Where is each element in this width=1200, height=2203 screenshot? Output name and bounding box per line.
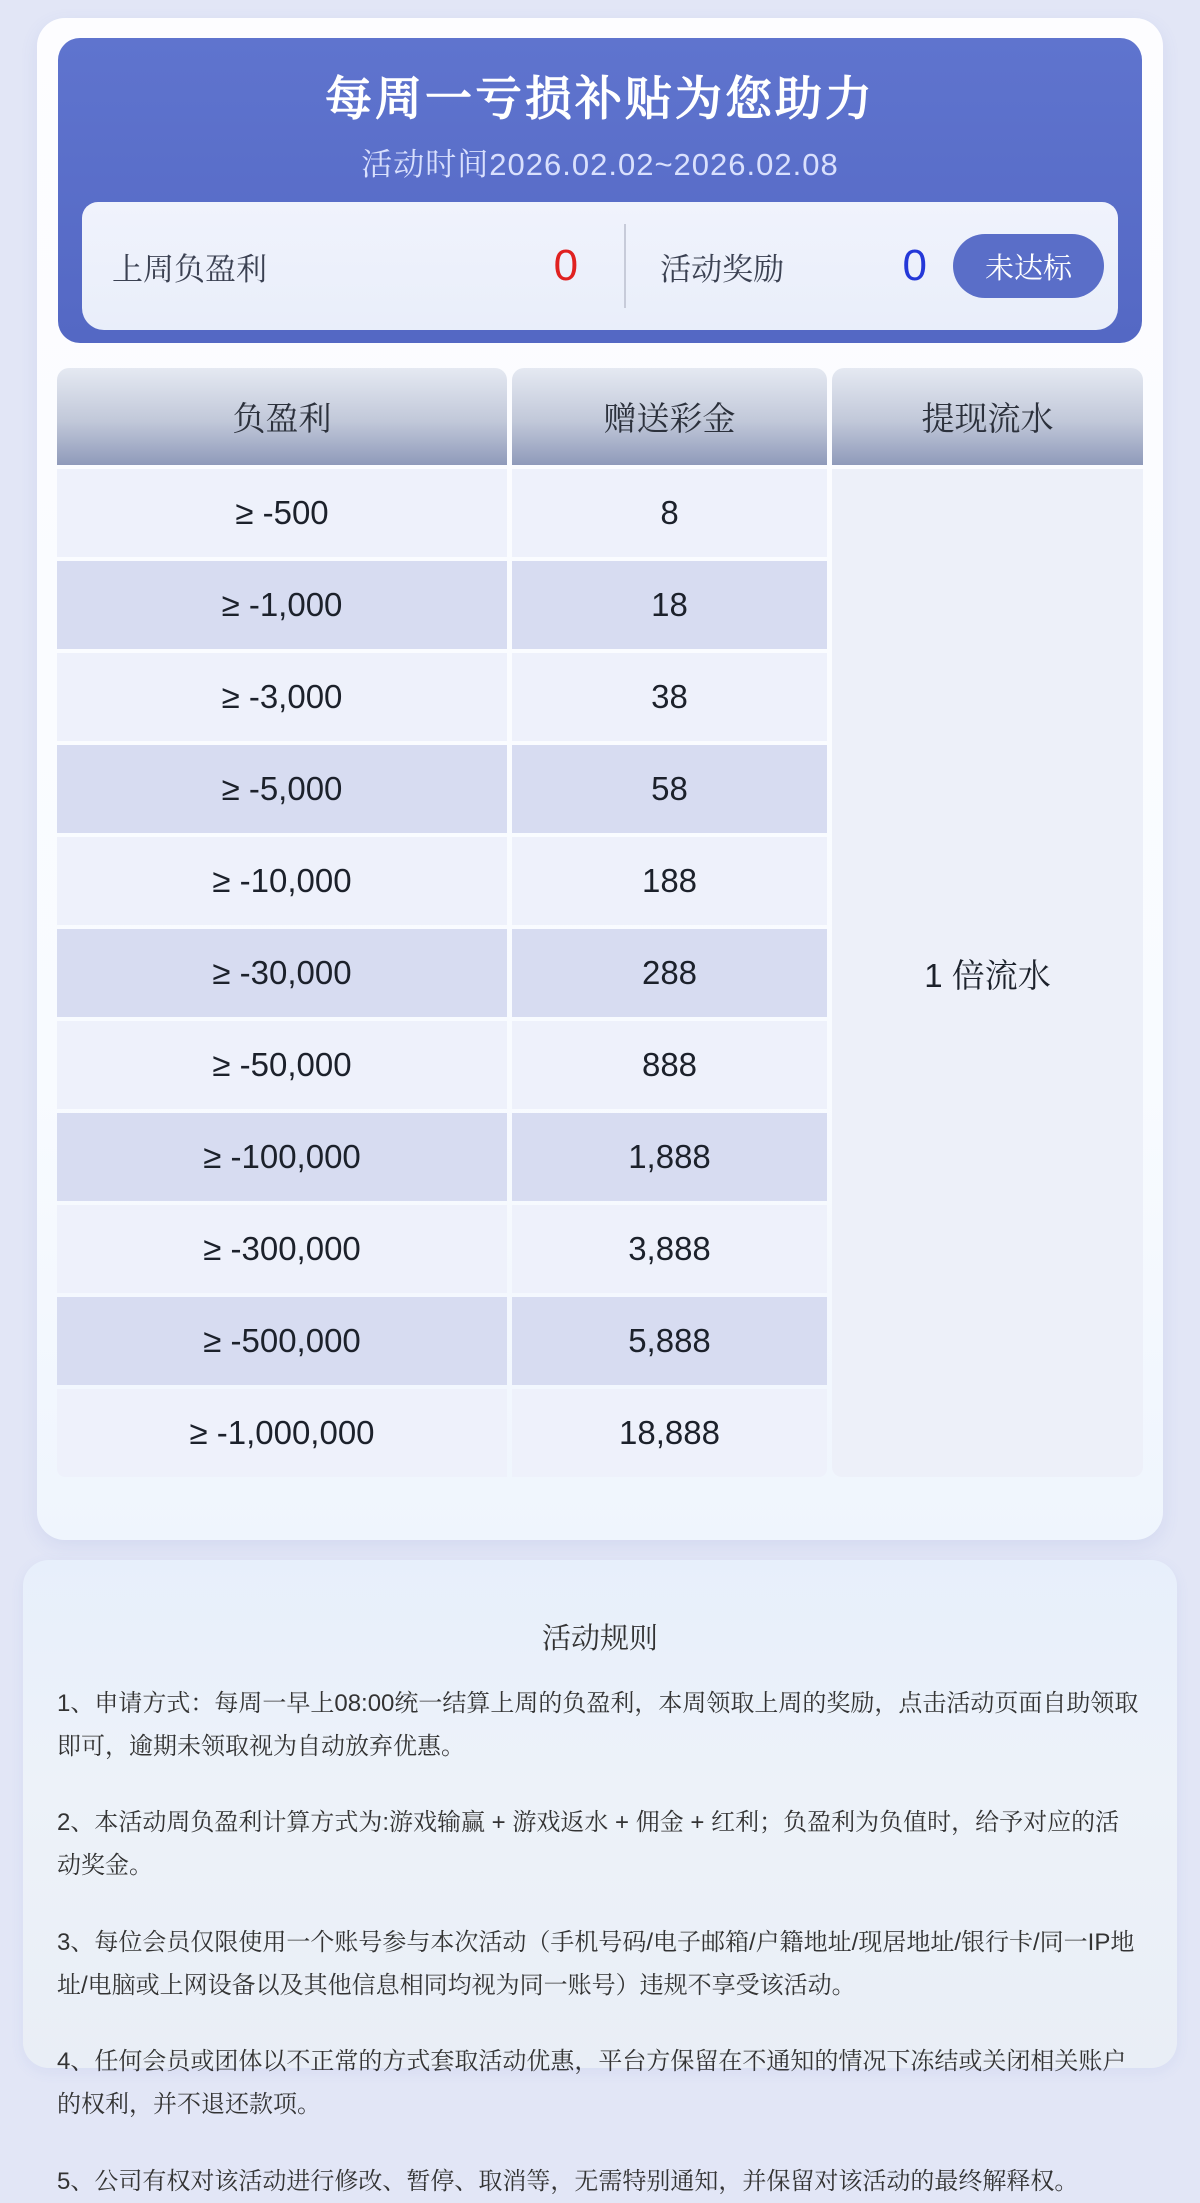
reward-label: 活动奖励 bbox=[660, 251, 785, 287]
turnover-cell: 1 倍流水 bbox=[832, 469, 1143, 1477]
table-cell-bonus: 5,888 bbox=[512, 1297, 827, 1385]
column-header-bonus: 赠送彩金 bbox=[512, 368, 827, 465]
column-header-loss: 负盈利 bbox=[57, 368, 507, 465]
reward-stat bbox=[626, 202, 1118, 330]
rule-item: 3、每位会员仅限使用一个账号参与本次活动（手机号码/电子邮箱/户籍地址/现居地址/银行卡/同一IP地址/电脑或上网设备以及其他信息相同均视为同一账号）违规不享受该活动。 bbox=[57, 1928, 1135, 1999]
table-cell-bonus: 18,888 bbox=[512, 1389, 827, 1477]
table-cell-bonus: 1,888 bbox=[512, 1113, 827, 1201]
table-cell-bonus: 3,888 bbox=[512, 1205, 827, 1293]
table-cell-threshold: ≥ -10,000 bbox=[57, 837, 507, 925]
rule-item: 4、任何会员或团体以不正常的方式套取活动优惠，平台方保留在不通知的情况下冻结或关闭相关账户的权利，并不退还款项。 bbox=[57, 2048, 1127, 2119]
table-cell-threshold: ≥ -100,000 bbox=[57, 1113, 507, 1201]
activity-period: 活动时间2026.02.02~2026.02.08 bbox=[361, 147, 839, 182]
table-cell-threshold: ≥ -500,000 bbox=[57, 1297, 507, 1385]
table-cell-threshold: ≥ -3,000 bbox=[57, 653, 507, 741]
column-header-turnover: 提现流水 bbox=[832, 368, 1143, 465]
table-cell-bonus: 18 bbox=[512, 561, 827, 649]
table-cell-threshold: ≥ -50,000 bbox=[57, 1021, 507, 1109]
loss-tier-table bbox=[57, 368, 1143, 1477]
table-cell-bonus: 38 bbox=[512, 653, 827, 741]
last-week-loss-label: 上周负盈利 bbox=[112, 251, 267, 287]
table-cell-bonus: 58 bbox=[512, 745, 827, 833]
table-cell-threshold: ≥ -30,000 bbox=[57, 929, 507, 1017]
table-cell-bonus: 888 bbox=[512, 1021, 827, 1109]
rules-title: 活动规则 bbox=[541, 1623, 658, 1655]
rules-list bbox=[23, 1657, 1177, 2203]
rule-item: 1、申请方式：每周一早上08:00统一结算上周的负盈利，本周领取上周的奖励，点击活动页面自助领取即可，逾期未领取视为自动放弃优惠。 bbox=[57, 1690, 1139, 1760]
last-week-loss-stat bbox=[82, 202, 624, 330]
table-cell-threshold: ≥ -300,000 bbox=[57, 1205, 507, 1293]
last-week-loss-value: 0 bbox=[553, 241, 579, 290]
table-cell-threshold: ≥ -500 bbox=[57, 469, 507, 557]
table-cell-bonus: 8 bbox=[512, 469, 827, 557]
reward-value: 0 bbox=[902, 241, 927, 290]
promo-banner bbox=[58, 38, 1142, 343]
status-badge[interactable]: 未达标 bbox=[953, 234, 1104, 298]
table-cell-threshold: ≥ -1,000,000 bbox=[57, 1389, 507, 1477]
table-cell-bonus: 288 bbox=[512, 929, 827, 1017]
promo-card bbox=[37, 18, 1163, 1540]
rule-item: 5、公司有权对该活动进行修改、暂停、取消等，无需特别通知，并保留对该活动的最终解释权。 bbox=[57, 2167, 1079, 2195]
table-cell-bonus: 188 bbox=[512, 837, 827, 925]
rule-item: 2、本活动周负盈利计算方式为:游戏输赢 + 游戏返水 + 佣金 + 红利；负盈利为负值时，给予对应的活动奖金。 bbox=[57, 1809, 1120, 1880]
rules-panel bbox=[23, 1560, 1177, 2195]
stats-panel bbox=[82, 202, 1118, 330]
table-cell-threshold: ≥ -5,000 bbox=[57, 745, 507, 833]
table-cell-threshold: ≥ -1,000 bbox=[57, 561, 507, 649]
promo-title: 每周一亏损补贴为您助力 bbox=[325, 72, 875, 125]
